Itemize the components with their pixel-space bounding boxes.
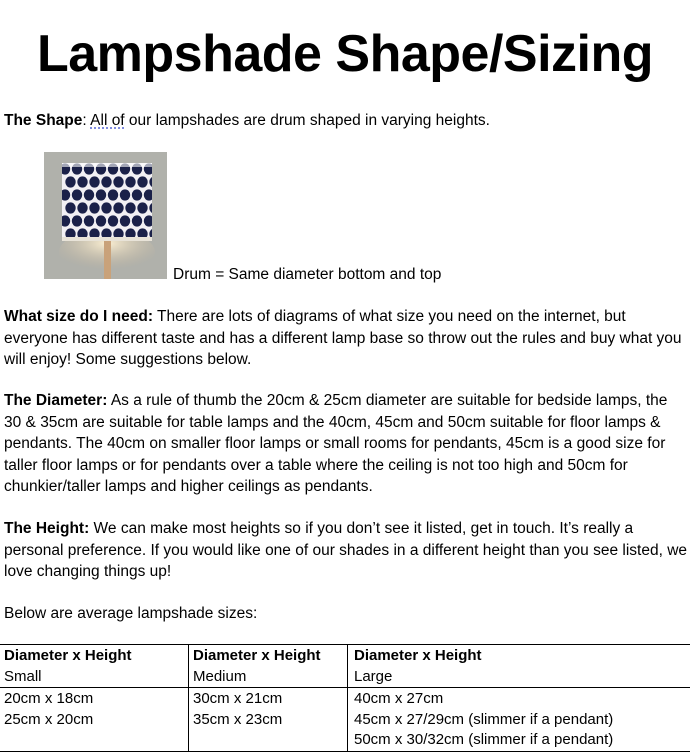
image-caption: Drum = Same diameter bottom and top xyxy=(173,264,441,286)
shade-dot xyxy=(89,176,99,187)
shade-dot xyxy=(113,176,123,187)
size-need-label: What size do I need: xyxy=(4,308,153,325)
shade-dot xyxy=(84,189,94,200)
size-table xyxy=(0,644,690,752)
column-header: Diameter x Height xyxy=(193,646,343,667)
shade-dot xyxy=(101,202,111,213)
column-category: Medium xyxy=(193,667,343,688)
table-header-cell xyxy=(189,645,348,688)
table-cell xyxy=(0,688,189,752)
table-row xyxy=(0,688,690,752)
shade-dot xyxy=(120,215,130,226)
column-header: Diameter x Height xyxy=(354,646,686,667)
size-value: 35cm x 23cm xyxy=(193,710,343,731)
shade-dot xyxy=(120,189,130,200)
shade-dot xyxy=(72,215,82,226)
size-value: 25cm x 20cm xyxy=(4,710,184,731)
diameter-text: As a rule of thumb the 20cm & 25cm diameter are suitable for bedside lamps, the 30 & 35cm are suitable for table lamps and the 40cm, 45cm and 50cm suitable for floor lamps & pendants. The 40cm on smaller floor lamps or small rooms for pendants, 45cm is a good size for taller floor lamps or for pendants over a table where the ceiling is not too high and 50cm for chunkier/taller lamps and higher ceilings as pendants. xyxy=(4,392,667,495)
diameter-paragraph xyxy=(4,390,688,498)
height-label: The Height: xyxy=(4,520,89,537)
drum-lampshade-photo xyxy=(44,152,167,279)
size-value: 20cm x 18cm xyxy=(4,689,184,710)
table-cell xyxy=(348,688,690,752)
shade-dot xyxy=(72,189,82,200)
shape-lead: All of xyxy=(90,112,124,129)
shade-dot xyxy=(84,215,94,226)
shade-dot xyxy=(125,176,135,187)
shade-dot xyxy=(113,202,123,213)
size-value: 40cm x 27cm xyxy=(354,689,686,710)
size-value: 45cm x 27/29cm (slimmer if a pendant) xyxy=(354,710,686,731)
shade-dot xyxy=(125,202,135,213)
size-need-paragraph xyxy=(4,306,688,371)
page-title: Lampshade Shape/Sizing xyxy=(0,22,690,86)
column-category: Small xyxy=(4,667,184,688)
diameter-label: The Diameter: xyxy=(4,392,107,409)
shade-dot xyxy=(96,189,106,200)
shade-dot xyxy=(89,202,99,213)
shade-dot xyxy=(96,215,106,226)
table-header-row xyxy=(0,645,690,688)
shade-dot xyxy=(108,189,118,200)
size-need-text: There are lots of diagrams of what size you need on the internet, but everyone has different taste and has a different lamp base so throw out the rules and buy what you will enjoy! Some suggestions below. xyxy=(4,308,682,368)
shade-dot xyxy=(77,202,87,213)
shade-dot xyxy=(132,215,142,226)
column-category: Large xyxy=(354,667,686,688)
size-value: 30cm x 21cm xyxy=(193,689,343,710)
shape-label: The Shape xyxy=(4,112,82,129)
shape-text: our lampshades are drum shaped in varying heights. xyxy=(125,112,490,129)
height-text: We can make most heights so if you don’t see it listed, get in touch. It’s really a personal preference. If you would like one of our shades in a different height than you see listed, we love changing things up! xyxy=(4,520,687,580)
shade-dot xyxy=(137,202,147,213)
shade-dot xyxy=(65,176,75,187)
table-header-cell xyxy=(348,645,690,688)
shade-dot xyxy=(77,176,87,187)
shape-paragraph: The Shape: All of our lampshades are drum shaped in varying heights. xyxy=(4,110,688,132)
shade-dot xyxy=(108,215,118,226)
shade-dot xyxy=(137,176,147,187)
column-header: Diameter x Height xyxy=(4,646,184,667)
table-header-cell xyxy=(0,645,189,688)
shade-dot xyxy=(101,176,111,187)
shade-dot xyxy=(132,189,142,200)
below-text: Below are average lampshade sizes: xyxy=(4,603,688,625)
table-cell xyxy=(189,688,348,752)
shade-dot xyxy=(65,202,75,213)
size-value: 50cm x 30/32cm (slimmer if a pendant) xyxy=(354,730,686,751)
height-paragraph xyxy=(4,518,688,583)
